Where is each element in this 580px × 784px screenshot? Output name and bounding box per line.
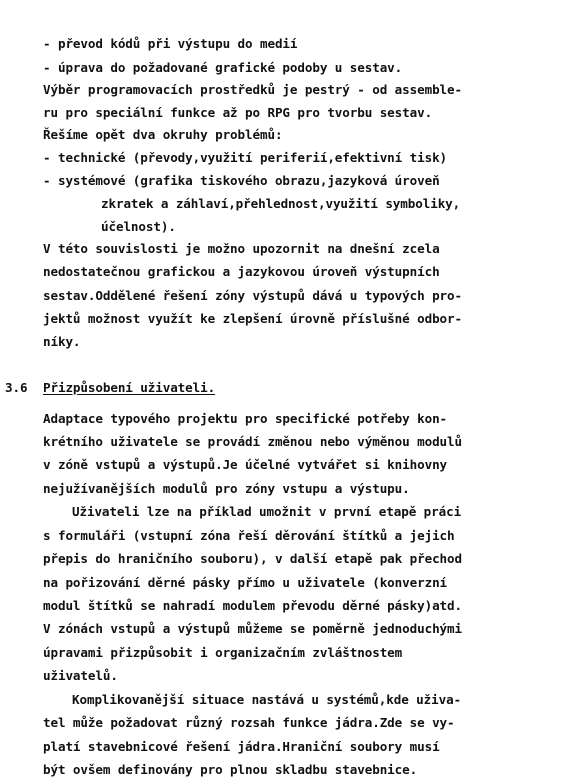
text-line: V zónách vstupů a výstupů můžeme se poměrně jednoduchými bbox=[43, 621, 462, 636]
text-line: Řešíme opět dva okruhy problémů: bbox=[43, 127, 283, 142]
section-number: 3.6 bbox=[5, 380, 28, 395]
text-line: Komplikovanější situace nastává u systémů,kde uživa- bbox=[72, 692, 462, 707]
text-line: nedostatečnou grafickou a jazykovou úroveň výstupních bbox=[43, 264, 440, 279]
text-line: - úprava do požadované grafické podoby u sestav. bbox=[43, 60, 403, 75]
text-line: účelnost). bbox=[101, 219, 176, 234]
text-line: zkratek a záhlaví,přehlednost,využití symboliky, bbox=[101, 196, 461, 211]
text-line: níky. bbox=[43, 334, 81, 349]
text-line: na pořizování děrné pásky přímo u uživatele (konverzní bbox=[43, 575, 448, 590]
text-line: s formuláři (vstupní zóna řeší děrování štítků a jejich bbox=[43, 528, 455, 543]
text-line: uživatelů. bbox=[43, 668, 118, 683]
text-line: - technické (převody,využití periferií,efektivní tisk) bbox=[43, 150, 448, 165]
text-line: - převod kódů při výstupu do medií bbox=[43, 36, 298, 51]
text-line: krétního uživatele se provádí změnou nebo výměnou modulů bbox=[43, 434, 462, 449]
text-line: ru pro speciální funkce až po RPG pro tvorbu sestav. bbox=[43, 105, 433, 120]
text-line: jektů možnost využít ke zlepšení úrovně příslušné odbor- bbox=[43, 311, 462, 326]
text-line: Výběr programovacích prostředků je pestrý - od assemble- bbox=[43, 82, 462, 97]
text-line: nejužívanějších modulů pro zóny vstupu a výstupu. bbox=[43, 481, 410, 496]
text-line: úpravami přizpůsobit i organizačním zvláštnostem bbox=[43, 645, 403, 660]
text-line: být ovšem definovány pro plnou skladbu stavebnice. bbox=[43, 762, 418, 777]
text-line: V této souvislosti je možno upozornit na dnešní zcela bbox=[43, 241, 440, 256]
text-line: přepis do hraničního souboru), v další etapě pak přechod bbox=[43, 551, 462, 566]
text-line: v zóně vstupů a výstupů.Je účelné vytvářet si knihovny bbox=[43, 457, 448, 472]
text-line: - systémové (grafika tiskového obrazu,jazyková úroveň bbox=[43, 173, 440, 188]
section-title: Přizpůsobení uživateli. bbox=[43, 380, 216, 395]
text-line: modul štítků se nahradí modulem převodu děrné pásky)atd. bbox=[43, 598, 462, 613]
text-line: platí stavebnicové řešení jádra.Hraniční soubory musí bbox=[43, 739, 440, 754]
text-line: Adaptace typového projektu pro specifické potřeby kon- bbox=[43, 411, 448, 426]
text-line: sestav.Oddělené řešení zóny výstupů dává u typových pro- bbox=[43, 288, 462, 303]
text-line: Uživateli lze na příklad umožnit v první etapě práci bbox=[72, 504, 462, 519]
text-line: tel může požadovat různý rozsah funkce jádra.Zde se vy- bbox=[43, 715, 455, 730]
